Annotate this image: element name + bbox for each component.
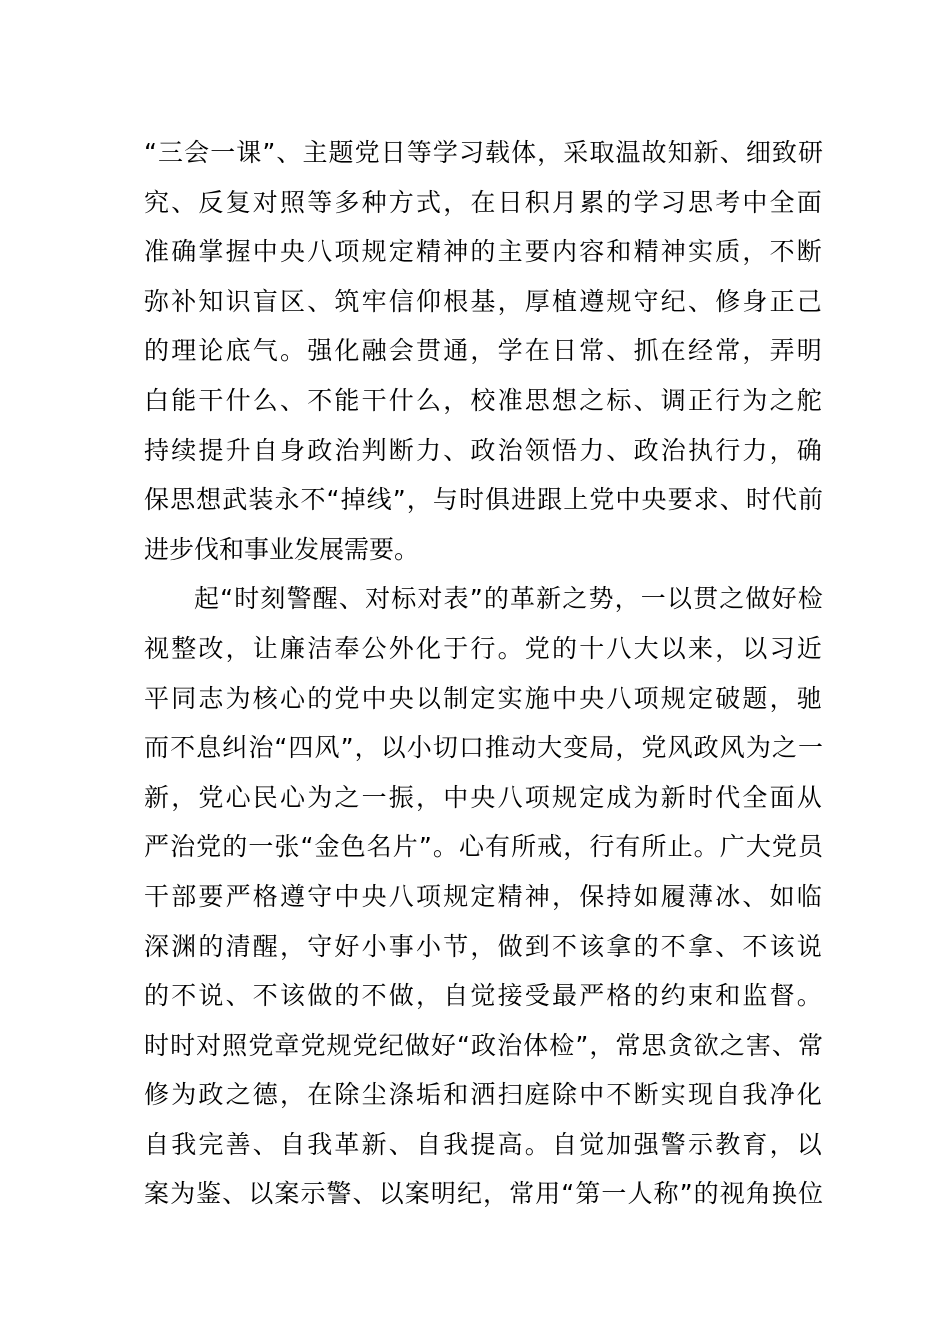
body-text: [144, 128, 824, 1219]
text-line: 视整改，让廉洁奉公外化于行。党的十八大以来，以习近: [144, 633, 825, 663]
text-line: 持续提升自身政治判断力、政治领悟力、政治执行力，确: [144, 435, 825, 465]
text-line: 深渊的清醒，守好小事小节，做到不该拿的不拿、不该说: [144, 931, 825, 961]
text-line: 进步伐和事业发展需要。: [144, 534, 420, 564]
text-line: 而不息纠治“四风”，以小切口推动大变局，党风政风为之一: [144, 733, 825, 763]
text-line: 时时对照党章党规党纪做好“政治体检”，常思贪欲之害、常: [144, 1030, 825, 1060]
text-line: 准确掌握中央八项规定精神的主要内容和精神实质，不断: [144, 237, 825, 267]
text-line: 干部要严格遵守中央八项规定精神，保持如履薄冰、如临: [144, 881, 825, 911]
text-line: 弥补知识盲区、筑牢信仰根基，厚植遵规守纪、修身正己: [144, 286, 825, 316]
text-line: 究、反复对照等多种方式，在日积月累的学习思考中全面: [144, 187, 825, 217]
paragraph-start-line: 起“时刻警醒、对标对表”的革新之势，一以贯之做好检: [194, 584, 824, 614]
text-line: 白能干什么、不能干什么，校准思想之标、调正行为之舵: [144, 385, 825, 415]
text-line: 严治党的一张“金色名片”。心有所戒，行有所止。广大党员: [144, 832, 825, 862]
text-line: 案为鉴、以案示警、以案明纪，常用“第一人称”的视角换位: [144, 1179, 825, 1209]
text-line: 新，党心民心为之一振，中央八项规定成为新时代全面从: [144, 782, 825, 812]
text-line: 自我完善、自我革新、自我提高。自觉加强警示教育，以: [144, 1129, 825, 1159]
text-line: 的不说、不该做的不做，自觉接受最严格的约束和监督。: [144, 981, 825, 1011]
text-line: 保思想武装永不“掉线”，与时俱进跟上党中央要求、时代前: [144, 485, 825, 515]
text-line: 的理论底气。强化融会贯通，学在日常、抓在经常，弄明: [144, 336, 825, 366]
text-line: 平同志为核心的党中央以制定实施中央八项规定破题，驰: [144, 683, 825, 713]
text-line: 修为政之德，在除尘涤垢和洒扫庭除中不断实现自我净化: [144, 1080, 825, 1110]
text-line: “三会一课”、主题党日等学习载体，采取温故知新、细致研: [144, 138, 825, 167]
